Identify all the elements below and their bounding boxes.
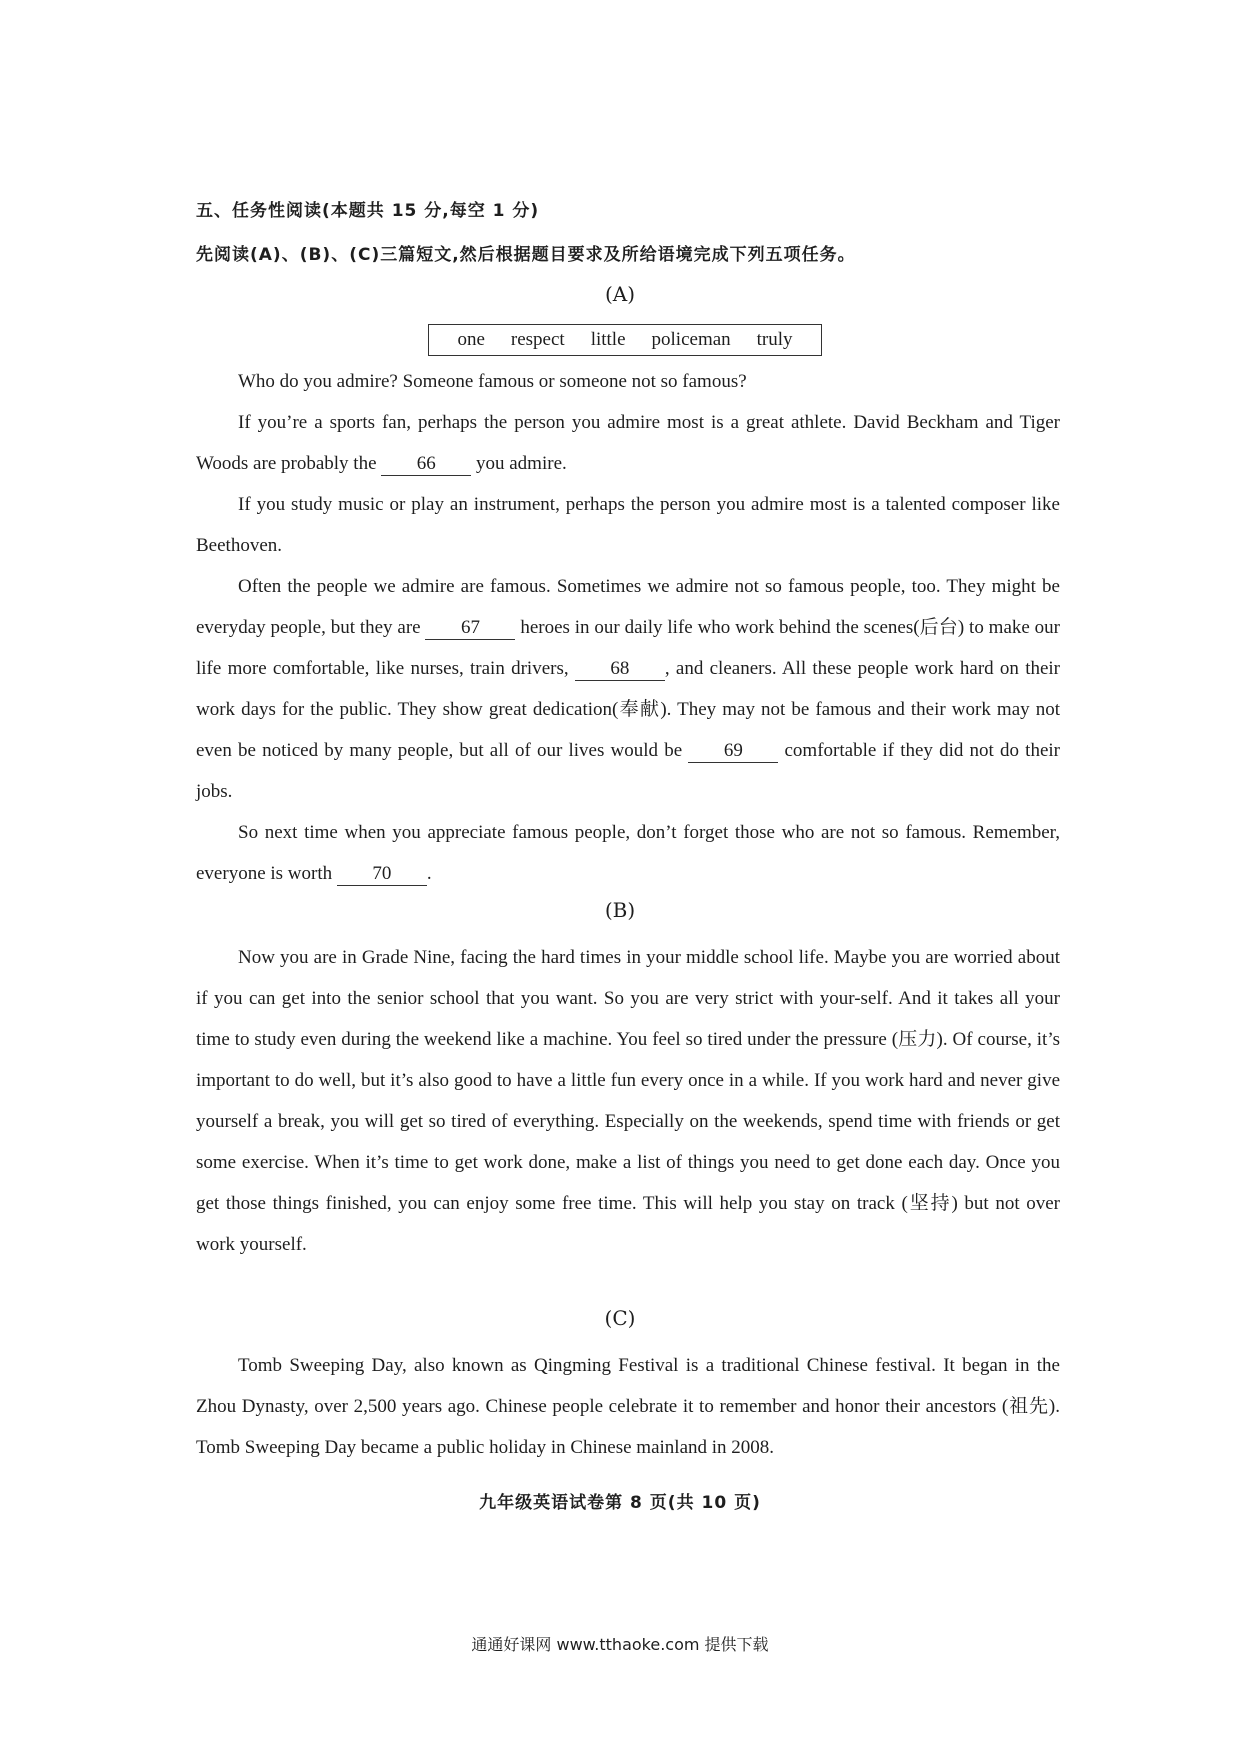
paragraph-text: If you’re a sports fan, perhaps the person you admire most is a great athlete. David Beckham and Tiger Woods are probably the [196,412,1060,474]
page-footer: 九年级英语试卷第 8 页(共 10 页) [479,1493,761,1513]
passage-c-label: (C) [604,1306,636,1330]
passage-a-label: (A) [604,282,636,306]
paragraph-text: you admire. [476,453,567,474]
blank-66[interactable]: 66 [381,453,471,476]
passage-a-paragraph-1 [196,361,1060,402]
word-bank-item: policeman [651,329,731,350]
paragraph-text: heroes in our daily life who work behind the scenes(后台) to make our life more comfortable, like nurses, train drivers, [196,617,1061,679]
word-bank-item: one [457,329,485,350]
passage-b-paragraph: Now you are in Grade Nine, facing the hard times in your middle school life. Maybe you are worried about if you can get into the senior school that you want. So you are very strict with your-self. And it takes all your time to study even during the weekend like a machine. You feel so tired under the pressure (压力). Of course, it’s important to do well, but it’s also good to have a little fun every once in a while. If you work hard and never give yourself a break, you will get so tired of everything. Especially on the weekends, spend time with friends or get some exercise. When it’s time to get work done, make a list of things you need to get done each day. Once you get those things finished, you can enjoy some free time. This will help you stay on track (坚持) but not over work yourself. [196,947,1060,1255]
paragraph-text: Often the people we admire are famous. Sometimes we admire not so famous people, too. They might be everyday people, but they are [196,576,1060,638]
paragraph-text: If you study music or play an instrument, perhaps the person you admire most is a talented composer like Beethoven. [196,494,1060,556]
passage-c-paragraph: Tomb Sweeping Day, also known as Qingming Festival is a traditional Chinese festival. It began in the Zhou Dynasty, over 2,500 years ago. Chinese people celebrate it to remember and honor their ancestors (祖先). Tomb Sweeping Day became a public holiday in Chinese mainland in 2008. [196,1355,1060,1458]
word-bank-box [428,324,822,356]
paragraph-text: comfortable if they did not do their jobs. [196,740,1060,802]
passage-a-paragraph-5 [196,812,1060,894]
word-bank-item: little [590,329,626,350]
blank-70[interactable]: 70 [337,863,427,886]
paragraph-text: . [426,863,432,884]
blank-69[interactable]: 69 [688,740,778,763]
passage-a-text [196,361,1060,894]
passage-a-paragraph-3 [196,484,1060,566]
paragraph-text: , and cleaners. All these people work hard on their work days for the public. They show great dedication(奉献). They may not be famous and their work may not even be noticed by many people, but all of our lives would be [196,658,1061,761]
section-title: 五、任务性阅读(本题共 15 分,每空 1 分) [196,201,540,221]
blank-67[interactable]: 67 [425,617,515,640]
passage-c-text [196,1345,1060,1468]
passage-a-paragraph-4 [196,566,1060,812]
download-credit: 通通好课网 www.tthaoke.com 提供下载 [471,1635,769,1654]
blank-68[interactable]: 68 [575,658,665,681]
word-bank-item: respect [510,329,565,350]
passage-b-text [196,937,1060,1265]
passage-a-paragraph-2 [196,402,1060,484]
paragraph-text: So next time when you appreciate famous people, don’t forget those who are not so famous. Remember, everyone is worth [196,822,1060,884]
paragraph-text: Who do you admire? Someone famous or someone not so famous? [238,371,747,392]
section-instructions: 先阅读(A)、(B)、(C)三篇短文,然后根据题目要求及所给语境完成下列五项任务。 [196,245,856,265]
passage-b-label: (B) [604,898,636,922]
word-bank-item: truly [756,329,793,350]
